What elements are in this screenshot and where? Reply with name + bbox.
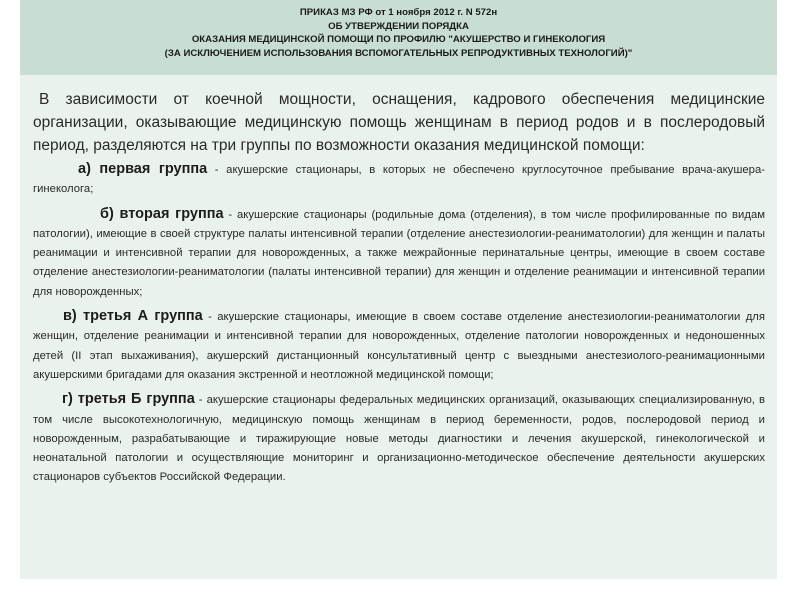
group-3a-description: - акушерские стационары, имеющие в своем составе отделение анестезиологии-реаниматологии для женщин, отделение реанимации и интенсивной терапии для новорожденных, отделение патологии новорожденных и недоношенных детей (II этап выхаживания), акушерский дистанционный консультативный центр с выездными анестезиолого-реанимационными акушерскими бригадами для оказания экстренной и неотложной медицинской помощи; [33, 311, 765, 381]
group-b-title: б) вторая группа [100, 205, 224, 222]
header-line-exception: (ЗА ИСКЛЮЧЕНИЕМ ИСПОЛЬЗОВАНИЯ ВСПОМОГАТЕЛЬНЫХ РЕПРОДУКТИВНЫХ ТЕХНОЛОГИЙ)" [164, 47, 633, 59]
list-item-group-3b [33, 390, 765, 487]
intro-paragraph: В зависимости от коечной мощности, оснащения, кадрового обеспечения медицинские организации, оказывающие медицинскую помощь женщинам в период родов и в послеродовый период, разделяются на три группы по возможности оказания медицинской помощи: [33, 91, 765, 154]
header-line-profile: ОКАЗАНИЯ МЕДИЦИНСКОЙ ПОМОЩИ ПО ПРОФИЛЮ "АКУШЕРСТВО И ГИНЕКОЛОГИЯ [191, 34, 606, 45]
list-item-group-b [33, 205, 765, 302]
list-item-group-3a [33, 307, 765, 385]
body-text [33, 88, 765, 493]
group-a-title: а) первая группа [78, 161, 208, 177]
group-b-description: - акушерские стационары (родильные дома (отделения), в том числе профилированные по видам патологии), имеющие в своей структуре палаты интенсивной терапии (отделение анестезиологии-реаниматологии) для женщин и палаты реанимации и интенсивной терапии для новорожденных, а также межрайонные перинатальные центры, имеющие в своем составе отделение анестезиологии-реаниматологии (палаты интенсивной терапии) для женщин и отделение реанимации и интенсивной терапии для новорожденных; [33, 208, 765, 298]
header-banner [20, 0, 777, 75]
header-line-order: ПРИКАЗ МЗ РФ от 1 ноября 2012 г. N 572н [299, 7, 498, 18]
group-a-description: - акушерские стационары, в которых не обеспечено круглосуточное пребывание врача-акушера-гинеколога; [33, 164, 766, 196]
list-item-group-a [33, 160, 765, 200]
group-3b-description: - акушерские стационары федеральных медицинских организаций, оказывающих специализированную, в том числе высокотехнологичную, медицинскую помощь женщинам в период беременности, родов, послеродовой период и новорожденным, разрабатывающие и тиражирующие новые методы диагностики и лечения акушерской, гинекологической и неонатальной патологии и осуществляющие мониторинг и организационно-методическое обеспечение деятельности акушерских стационаров субъектов Российской Федерации. [33, 394, 765, 484]
header-line-approval: ОБ УТВЕРЖДЕНИИ ПОРЯДКА [328, 20, 469, 32]
group-3b-title: г) третья Б группа [62, 391, 195, 408]
group-3a-title: в) третья А группа [63, 308, 203, 325]
